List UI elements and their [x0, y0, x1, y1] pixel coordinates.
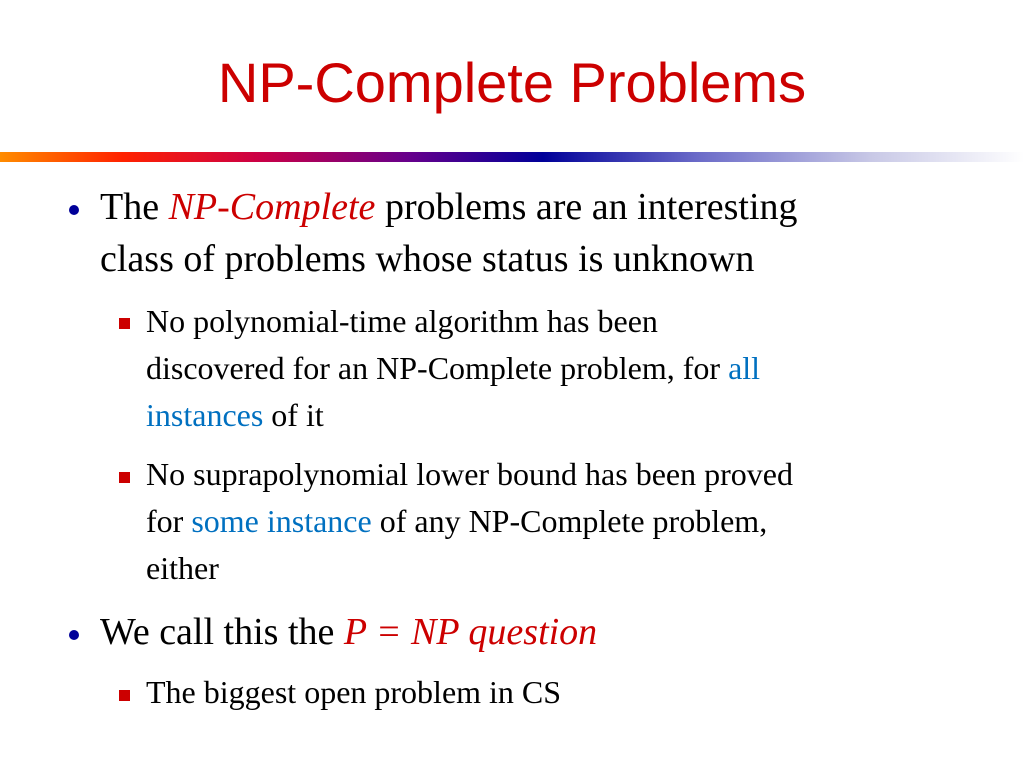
sub-bullet-1-1-emphasis-all: all [728, 350, 761, 386]
sub-bullet-2-1-line-1: The biggest open problem in CS [146, 674, 562, 710]
sub-bullet-1-2-text-post: of any NP-Complete problem, [371, 503, 768, 539]
bullet-1-line-2: class of problems whose status is unknown [100, 238, 755, 280]
bullet-1-line-1 [100, 181, 798, 233]
sub-bullet-1-2-text-pre: for [146, 503, 192, 539]
sub-bullet-1-1-line-3 [146, 392, 324, 439]
sub-bullet-1-1-text-end: of it [263, 397, 324, 433]
sub-bullet-1-2-line-2 [146, 498, 767, 545]
sub-bullet-1-2-line-1: No suprapolynomial lower bound has been proved [146, 456, 793, 492]
sub-bullet-1-2-line-3: either [146, 550, 219, 586]
bullet-2-emphasis: P = NP question [343, 611, 598, 653]
square-bullet-icon [119, 472, 130, 483]
bullet-1-emphasis: NP-Complete [168, 186, 376, 228]
sub-bullet-1-1-line-1: No polynomial-time algorithm has been [146, 303, 658, 339]
sub-bullet-1-1-emphasis-instances: instances [146, 397, 264, 433]
title-divider-gradient [0, 152, 1024, 162]
bullet-1-text-pre: The [100, 186, 169, 228]
square-bullet-icon [119, 690, 130, 701]
sub-bullet-1-1-line-2 [146, 345, 760, 392]
sub-bullet-1-1-text: discovered for an NP-Complete problem, for [146, 350, 729, 386]
bullet-2-line-1 [100, 606, 597, 658]
square-bullet-icon [119, 318, 130, 329]
round-dot-icon [69, 630, 79, 640]
bullet-2-text-pre: We call this the [100, 611, 344, 653]
sub-bullet-1-2-emphasis: some instance [191, 503, 372, 539]
round-dot-icon [69, 205, 79, 215]
slide-title: NP-Complete Problems [217, 51, 807, 114]
bullet-1-text-post: problems are an interesting [375, 186, 798, 228]
